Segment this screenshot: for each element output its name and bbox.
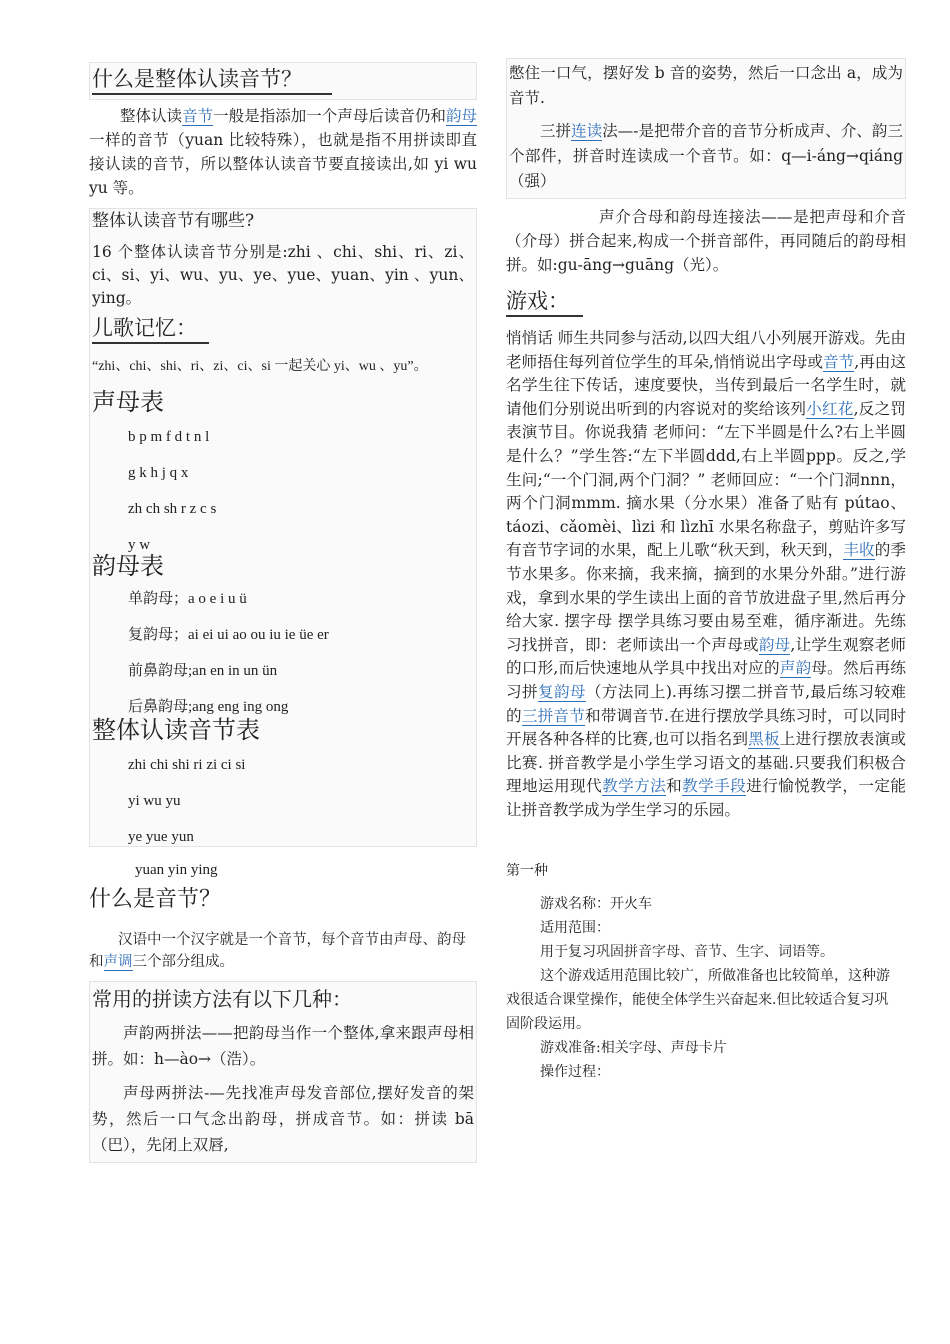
link-xiaohonghua[interactable]: 小红花 bbox=[806, 399, 854, 418]
section-heading-which: 整体认读音节有哪些? bbox=[92, 211, 255, 231]
zhengti-list bbox=[92, 756, 474, 846]
which-section bbox=[89, 208, 477, 847]
section-heading-game: 游戏： bbox=[506, 287, 906, 317]
link-fuyunmu[interactable]: 复韵母 bbox=[537, 682, 586, 701]
section-heading-what-is: 什么是整体认读音节？ bbox=[92, 65, 474, 95]
section-heading-song: 儿歌记忆： bbox=[92, 314, 474, 344]
paragraph-method-3: 三拼连读法—-是把带介音的音节分析成声、介、韵三个部件，拼音时连读成一个音节。如：q—i-áng→qiáng（强） bbox=[509, 122, 903, 190]
shengmu-list bbox=[92, 428, 474, 554]
yunmu-list bbox=[92, 590, 474, 716]
game-prep: 游戏准备:相关字母、声母卡片 bbox=[540, 1040, 727, 1057]
right-column bbox=[506, 58, 906, 1084]
paragraph-method-4: 声介合母和韵母连接法——是把声母和介音（介母）拼合起来,构成一个拼音部件，再同随后的韵母相拼。如:gu-āng→guāng（光）。 bbox=[506, 208, 906, 274]
list-item: zh ch sh r z c s bbox=[128, 501, 217, 517]
link-yinjie-2[interactable]: 音节 bbox=[823, 352, 855, 371]
list-item: yi wu yu bbox=[128, 793, 181, 809]
list-item: 前鼻韵母;an en in un ün bbox=[128, 663, 278, 679]
heading-first-kind: 第一种 bbox=[506, 863, 548, 880]
list-item: zhi chi shi ri zi ci si bbox=[128, 757, 246, 773]
link-heiban[interactable]: 黑板 bbox=[748, 730, 780, 749]
link-yunmu-2[interactable]: 韵母 bbox=[758, 635, 791, 654]
link-shengdiao[interactable]: 声调 bbox=[103, 954, 133, 970]
paragraph-what-is: 整体认读音节一般是指添加一个声母后读音仍和韵母一样的音节（yuan 比较特殊），也就是指不用拼读即直接认读的音节，所以整体认读音节要直接读出,如 yi wu yu 等。 bbox=[89, 107, 477, 197]
list-item: 复韵母；ai ei ui ao ou iu ie üe er bbox=[128, 627, 329, 643]
section-heading-yunmu: 韵母表 bbox=[92, 552, 164, 580]
list-item: yuan yin ying bbox=[135, 862, 218, 878]
left-column bbox=[89, 62, 477, 1163]
paragraph-method-1: 声韵两拼法——把韵母当作一个整体,拿来跟声母相拼。如：h—ào→（浩）。 bbox=[92, 1024, 474, 1068]
link-yunmu[interactable]: 韵母 bbox=[445, 107, 477, 125]
link-fengshou[interactable]: 丰收 bbox=[843, 541, 875, 560]
link-jiaoxueshouduan[interactable]: 教学手段 bbox=[682, 777, 747, 796]
paragraph-which: 16 个整体认读音节分别是:zhi 、chi、shi、ri、zi、ci、si、yi、wu、yu、ye、yue、yuan、yin 、yun、ying。 bbox=[92, 243, 474, 307]
list-item: ye yue yun bbox=[128, 829, 194, 845]
link-shengyun[interactable]: 声韵 bbox=[779, 659, 812, 678]
section-heading-shengmu: 声母表 bbox=[92, 388, 164, 416]
paragraph-method-2: 声母两拼法-—先找准声母发音部位,摆好发音的架势，然后一口气念出韵母，拼成音节。如：拼读 bā（巴），先闭上双唇, bbox=[92, 1084, 474, 1154]
what-is-section bbox=[89, 62, 477, 100]
list-item: g k h j q x bbox=[128, 465, 189, 481]
section-heading-zhengti: 整体认读音节表 bbox=[92, 716, 260, 744]
list-item: y w bbox=[128, 537, 151, 553]
section-heading-methods: 常用的拼读方法有以下几种： bbox=[92, 987, 352, 1011]
link-sanpinyinjie[interactable]: 三拼音节 bbox=[521, 706, 586, 725]
game-details bbox=[506, 892, 906, 1084]
list-item: b p m f d t n l bbox=[128, 429, 210, 445]
paragraph-game: 悄悄话 师生共同参与活动,以四大组八小列展开游戏。先由老师捂住每列首位学生的耳朵,悄悄说出字母或音节,再由这名学生往下传话，速度要快，当传到最后一名学生时，就请他们分别说出听到的内容说对的奖给该列小红花,反之罚表演节目。你说我猜 老师问：“左下半圆是什么?右上半圆是什么？”学生答:“左下半圆ddd,右上半圆ppp。反之,学生问;“一个门洞,两个门洞？” 老师回应：“一个门洞nnn，两个门洞mmm. 摘水果（分水果）准备了贴有 pútao、táozi、cǎomèi、lìzi 和 lìzhī 水果名称盘子，剪贴许多写有音节字词的水果，配上儿歌“秋天到，秋天到，丰收的季节水果多。你来摘，我来摘，摘到的水果分外甜。”进行游戏，拿到水果的学生读出上面的音节放进盘子里,然后再分给大家. 摆字母 摆学具练习要由易至难，循序渐进。先练习找拼音，即：老师读出一个声母或韵母,让学生观察老师的口形,而后快速地从学具中找出对应的声韵母。然后再练习拼复韵母（方法同上).再练习摆二拼音节,最后练习较难的三拼音节和带调音节.在进行摆放学具练习时，可以同时开展各种各样的比赛,也可以指名到黑板上进行摆放表演或比赛. 拼音教学是小学生学习语文的基础.只要我们积极合理地运用现代教学方法和教学手段进行愉悦教学，一定能让拼音教学成为学生学习的乐园。 bbox=[506, 329, 906, 819]
paragraph-song: “zhi、chi、shi、ri、zi、ci、si 一起关心 yi、wu 、yu”。 bbox=[92, 359, 428, 374]
methods-continued-section bbox=[506, 58, 906, 199]
game-process: 操作过程： bbox=[540, 1064, 610, 1081]
paragraph-yinjie: 汉语中一个汉字就是一个音节，每个音节由声母、韵母和声调三个部分组成。 bbox=[89, 932, 466, 970]
scope-label: 适用范围： bbox=[540, 920, 610, 937]
link-liandu[interactable]: 连读 bbox=[571, 122, 603, 140]
game-name: 游戏名称：开火车 bbox=[540, 896, 652, 913]
scope-text: 用于复习巩固拼音字母、音节、生字、词语等。 bbox=[540, 944, 834, 961]
link-yinjie[interactable]: 音节 bbox=[182, 107, 214, 125]
paragraph-continued: 憋住一口气，摆好发 b 音的姿势，然后一口念出 a，成为音节. bbox=[509, 64, 903, 107]
scope-description: 这个游戏适用范围比较广，所做准备也比较简单，这种游戏很适合课堂操作，能使全体学生兴奋起来.但比较适合复习巩固阶段运用。 bbox=[506, 968, 890, 1033]
section-heading-yinjie: 什么是音节？ bbox=[89, 887, 222, 912]
methods-section bbox=[89, 981, 477, 1163]
list-item: 单韵母；a o e i u ü bbox=[128, 591, 247, 607]
link-jiaoxuefangfa[interactable]: 教学方法 bbox=[602, 777, 667, 796]
list-item: 后鼻韵母;ang eng ing ong bbox=[128, 699, 289, 715]
